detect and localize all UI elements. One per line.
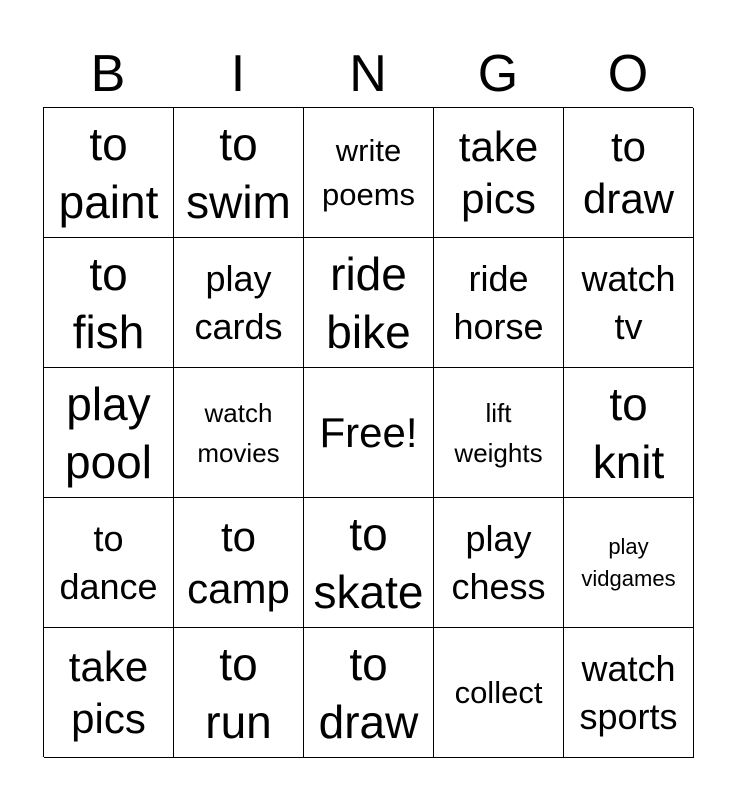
- bingo-cell-r3c5[interactable]: [564, 368, 694, 498]
- cell-label: take pics: [68, 642, 149, 742]
- bingo-cell-r2c1[interactable]: [44, 238, 174, 368]
- cell-label: Free!: [319, 408, 418, 456]
- bingo-cell-r2c2[interactable]: [174, 238, 304, 368]
- cell-label: watch tv: [581, 257, 676, 347]
- bingo-cell-r2c4[interactable]: [434, 238, 564, 368]
- cell-label: play chess: [451, 517, 546, 607]
- bingo-cell-r1c5[interactable]: [564, 108, 694, 238]
- header-letter-n: N: [349, 45, 387, 103]
- header-letter-o: O: [607, 45, 649, 103]
- cell-label: to draw: [318, 637, 419, 748]
- bingo-cell-r2c5[interactable]: [564, 238, 694, 368]
- bingo-header: [43, 42, 693, 106]
- header-letter-b: B: [90, 45, 126, 103]
- cell-label: play cards: [194, 257, 283, 347]
- cell-label: collect: [454, 674, 543, 710]
- bingo-cell-r5c1[interactable]: [44, 628, 174, 758]
- cell-label: to dance: [59, 517, 158, 607]
- cell-label: to skate: [313, 507, 424, 618]
- cell-label: to run: [205, 637, 272, 748]
- bingo-cell-r1c2[interactable]: [174, 108, 304, 238]
- bingo-cell-r4c3[interactable]: [304, 498, 434, 628]
- cell-label: watch sports: [579, 647, 678, 737]
- cell-label: to fish: [72, 247, 145, 358]
- bingo-grid: [43, 107, 693, 757]
- cell-label: to draw: [582, 122, 675, 222]
- header-letter-g: G: [477, 45, 519, 103]
- cell-label: play pool: [65, 377, 152, 488]
- bingo-cell-r1c1[interactable]: [44, 108, 174, 238]
- bingo-cell-r4c5[interactable]: [564, 498, 694, 628]
- cell-label: ride bike: [326, 247, 411, 358]
- bingo-cell-r5c2[interactable]: [174, 628, 304, 758]
- bingo-cell-r3c2[interactable]: [174, 368, 304, 498]
- bingo-cell-r5c3[interactable]: [304, 628, 434, 758]
- cell-label: write poems: [321, 132, 416, 212]
- bingo-cell-r3c3[interactable]: [304, 368, 434, 498]
- cell-label: ride horse: [453, 257, 544, 347]
- cell-label: watch movies: [197, 397, 280, 468]
- bingo-cell-r1c3[interactable]: [304, 108, 434, 238]
- bingo-cell-r5c5[interactable]: [564, 628, 694, 758]
- bingo-cell-r3c4[interactable]: [434, 368, 564, 498]
- bingo-cell-r1c4[interactable]: [434, 108, 564, 238]
- cell-label: take pics: [458, 122, 539, 222]
- cell-label: to swim: [186, 117, 291, 228]
- bingo-cell-r4c1[interactable]: [44, 498, 174, 628]
- cell-label: lift weights: [454, 397, 543, 468]
- bingo-cell-r4c4[interactable]: [434, 498, 564, 628]
- bingo-cell-r5c4[interactable]: [434, 628, 564, 758]
- cell-label: to paint: [58, 117, 159, 228]
- cell-label: to camp: [187, 512, 290, 612]
- bingo-cell-r4c2[interactable]: [174, 498, 304, 628]
- bingo-cell-r2c3[interactable]: [304, 238, 434, 368]
- bingo-cell-r3c1[interactable]: [44, 368, 174, 498]
- cell-label: play vidgames: [581, 533, 676, 591]
- cell-label: to knit: [592, 377, 665, 488]
- header-letter-i: I: [230, 45, 246, 103]
